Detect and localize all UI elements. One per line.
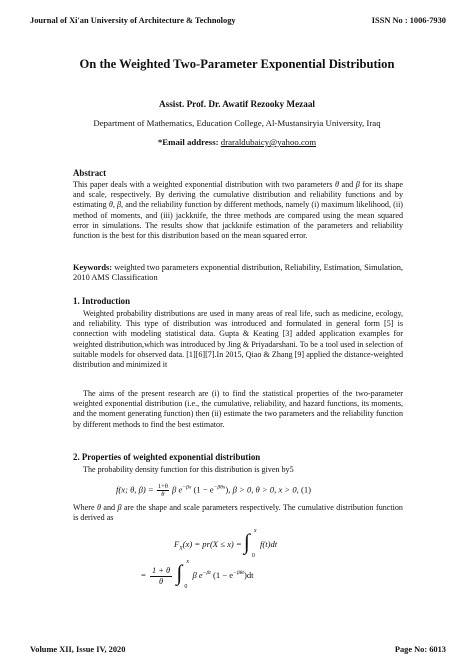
intro-heading: 1. Introduction xyxy=(73,296,131,306)
intro-paragraph-1: Weighted probability distributions are used in many areas of real life, such as medicine, ecology, and reliability. This type of distribution was introduced and formulated in general form [5] is connection with modeling statistical data. Gupta & Keating [3] added application examples for weighted distribution,which was introduced by Jing & Priyadarshani. To be a tool used in selection of suitable models for observed data. [1][6][7].In 2015, Qiao & Zhang [9] applied the distance-weighted distribution and minimized it xyxy=(73,309,403,370)
keywords-text: weighted two parameters exponential distribution, Reliability, Estimation, Simulation, 2010 AMS Classification xyxy=(73,263,403,283)
pdf-lead-text: The probability density function for this distribution is given by5 xyxy=(83,465,294,474)
email-link[interactable]: draraldubaicy@yahoo.com xyxy=(220,137,317,147)
email-label: *Email address: xyxy=(157,137,219,147)
paper-title: On the Weighted Two-Parameter Exponential Distribution xyxy=(79,57,395,71)
intro-paragraph-2: The aims of the present research are (i) to find the statistical properties of the two-parameter weighted exponential distribution (i.e., the cumulative, reliability, and hazard functions, its moments, and the moment generating function) then (ii) estimate the two parameters and the reliability function by different methods to find the best estimator. xyxy=(73,389,403,429)
section2-heading: 2. Properties of weighted exponential distribution xyxy=(73,452,261,462)
integral-sign: ∫ x 0 xyxy=(176,559,189,590)
abstract-text: This paper deals with a weighted exponential distribution with two parameters θ and β for its shape and scale, respectively. By deriving the cumulative distribution and reliability functions and by estimating θ, β, and the reliability function by different methods, namely (i) maximum likelihood, (ii) method of moments, and (iii) jackknife, the three methods are compared using the mean squared error in simulations. The results show that jackknife estimation of the parameters and reliability function is the best for this distribution based on the mean squared error. xyxy=(73,180,404,241)
integral-sign: ∫ x 0 xyxy=(243,528,257,559)
footer-page-number: Page No: 6013 xyxy=(394,645,446,654)
author-name: Assist. Prof. Dr. Awatif Rezooky Mezaal xyxy=(159,99,315,109)
footer-volume: Volume XII, Issue IV, 2020 xyxy=(30,645,126,654)
abstract-heading: Abstract xyxy=(73,168,107,178)
parameters-text: Where θ and β are the shape and scale parameters respectively. The cumulative distribution function is derived as xyxy=(73,503,403,523)
cdf-equation: $F_X(x) = pr(X \le x)$ = ∫ x 0 f(t)dt xyxy=(174,528,278,559)
cdf-expansion: = $\frac{1 + \theta}{\theta}$ ∫ x 0 β $e^{-\beta t}$ $(1 - e^{-\beta\theta t})dt$ xyxy=(141,559,254,590)
journal-header: Journal of Xi'an University of Architecture & Technology xyxy=(30,16,236,25)
issn-header: ISSN No : 1006-7930 xyxy=(371,16,446,25)
equation-number: (1) xyxy=(300,484,312,495)
equation-1: f(x; θ, β) = $\frac{1+\theta}{\theta}$ β $e^{-\beta x}$ $(1 - e^{-\beta\theta x})$, β > 0, θ > 0, x > 0, (1) xyxy=(116,483,312,498)
author-affiliation: Department of Mathematics, Education College, Al-Mustansiryia University, Iraq xyxy=(93,118,381,128)
keywords-label: Keywords: xyxy=(73,263,113,272)
keywords xyxy=(73,263,403,284)
email-line xyxy=(0,137,474,147)
